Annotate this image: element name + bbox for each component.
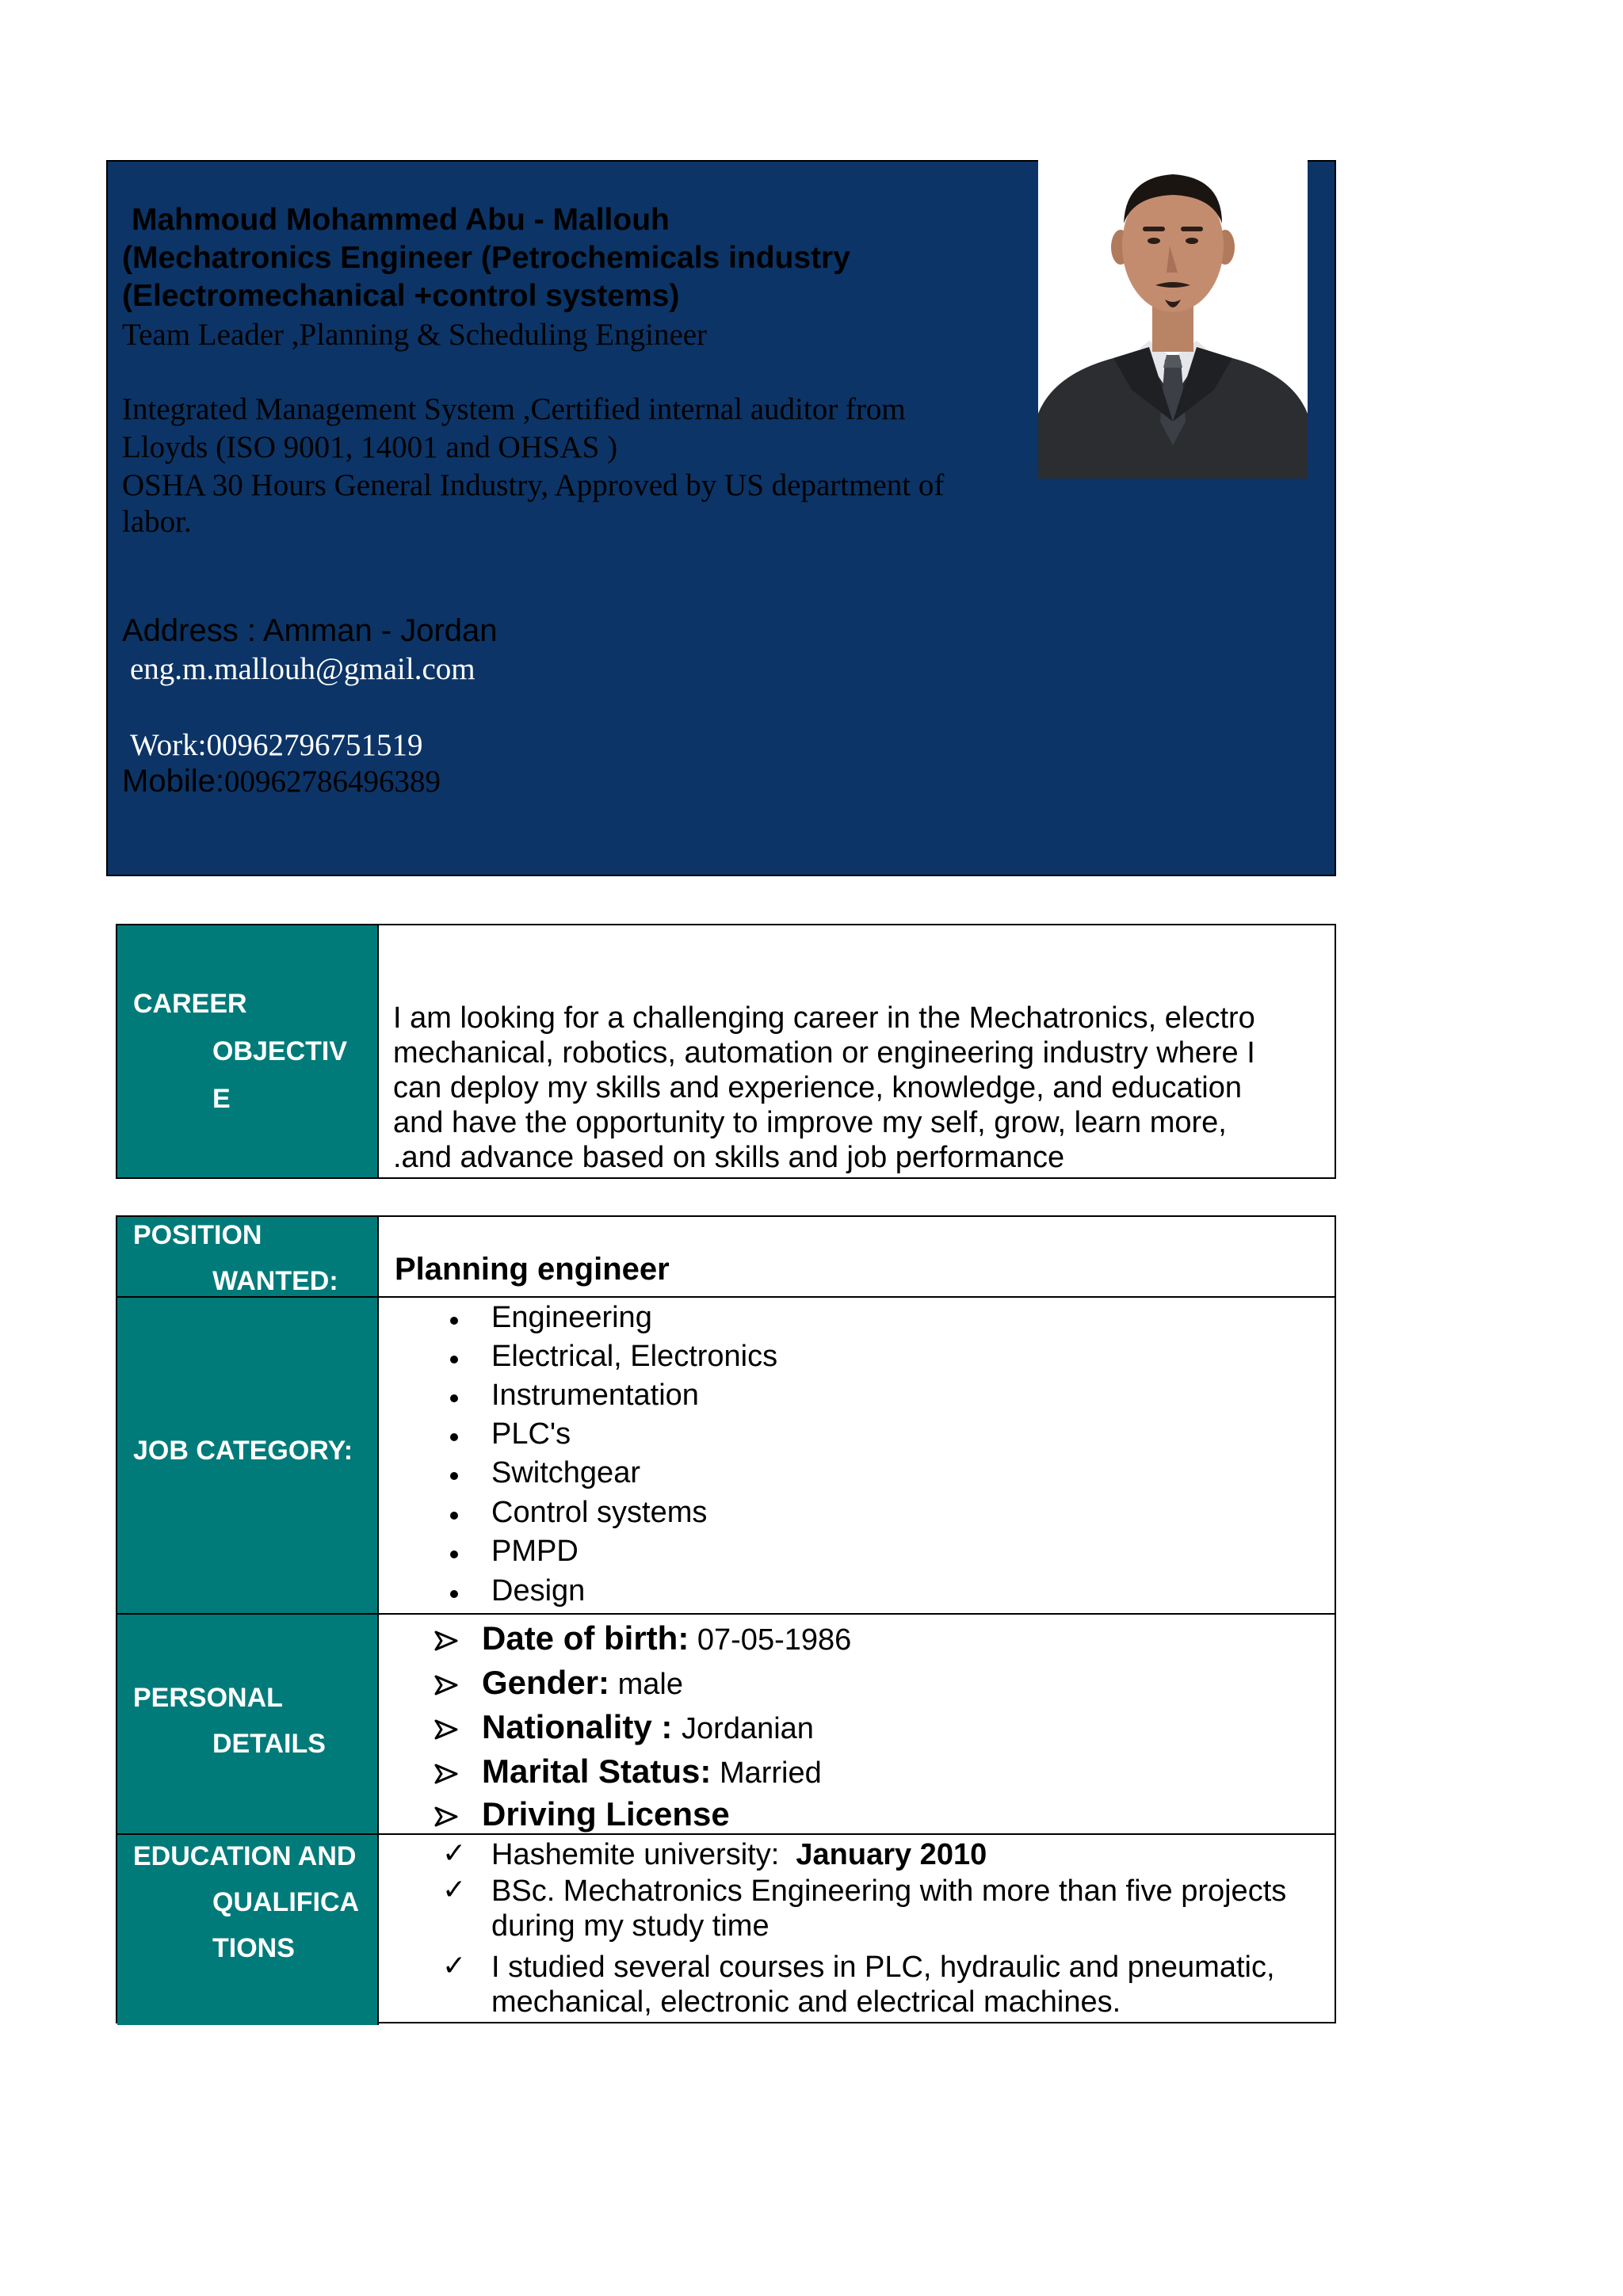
position-label-2: WANTED: xyxy=(212,1266,338,1296)
education-list xyxy=(379,1835,1335,2025)
job-category-row xyxy=(117,1298,1335,1613)
gender-key: Gender xyxy=(482,1664,599,1701)
career-objective-table xyxy=(116,924,1336,1179)
arrow-bullet-icon xyxy=(434,1806,458,1827)
personal-details-list xyxy=(379,1615,1335,1833)
job-category-item: Design xyxy=(491,1574,586,1608)
marital-item xyxy=(482,1753,822,1791)
arrow-bullet-icon xyxy=(434,1630,458,1651)
profile-photo-illustration xyxy=(1038,160,1308,479)
bullet-icon xyxy=(450,1590,458,1598)
job-title-line-2: (Electromechanical +control systems) xyxy=(122,279,680,313)
education-item-1-date: January 2010 xyxy=(796,1838,987,1871)
bullet-icon xyxy=(450,1317,458,1325)
bullet-icon xyxy=(450,1356,458,1363)
osha-line-2: labor. xyxy=(122,505,192,539)
education-item-continued: during my study time xyxy=(491,1909,769,1943)
gender-item xyxy=(482,1664,683,1702)
marital-value: Married xyxy=(711,1756,822,1790)
career-label-2: OBJECTIV xyxy=(212,1036,348,1066)
education-item: I studied several courses in PLC, hydraulic and pneumatic, xyxy=(491,1951,1275,1984)
profile-photo xyxy=(1038,160,1308,479)
job-category-label xyxy=(117,1298,379,1613)
certification-line-2: Lloyds (ISO 9001, 14001 and OHSAS ) xyxy=(122,430,618,464)
career-line: can deploy my skills and experience, knowledge, and education xyxy=(393,1071,1242,1104)
driving-license: Driving License xyxy=(482,1795,730,1833)
career-objective-content xyxy=(379,925,1335,1177)
marital-separator: : xyxy=(700,1753,712,1790)
career-label-3: E xyxy=(212,1084,231,1114)
personal-label-2: DETAILS xyxy=(212,1729,326,1759)
job-category-item: Engineering xyxy=(491,1301,652,1334)
position-label xyxy=(117,1217,379,1298)
checkmark-icon: ✓ xyxy=(442,1873,467,1905)
bullet-icon xyxy=(450,1394,458,1402)
bullet-icon xyxy=(450,1512,458,1520)
career-line: and have the opportunity to improve my self, grow, learn more, xyxy=(393,1106,1227,1139)
work-phone: Work:00962796751519 xyxy=(130,728,423,762)
education-row xyxy=(117,1835,1335,2025)
education-label-1: EDUCATION AND xyxy=(133,1841,357,1871)
gender-separator: : xyxy=(598,1664,610,1701)
role: Team Leader ,Planning & Scheduling Engineer xyxy=(122,318,708,352)
dob-item xyxy=(482,1619,851,1657)
arrow-bullet-icon xyxy=(434,1675,458,1695)
bullet-icon xyxy=(450,1433,458,1441)
driving-item xyxy=(482,1795,730,1833)
dob-separator: : xyxy=(678,1619,689,1657)
career-line: I am looking for a challenging career in the Mechatronics, electro xyxy=(393,1001,1255,1035)
education-item-1-text: Hashemite university: xyxy=(491,1838,796,1871)
nationality-key: Nationality xyxy=(482,1708,652,1745)
dob-value: 07-05-1986 xyxy=(689,1623,852,1657)
career-line: .and advance based on skills and job performance xyxy=(393,1141,1065,1174)
arrow-bullet-icon xyxy=(434,1719,458,1740)
job-title-line-1: (Mechatronics Engineer (Petrochemicals industry xyxy=(122,241,850,275)
bullet-icon xyxy=(450,1472,458,1480)
nationality-separator: : xyxy=(651,1708,682,1745)
checkmark-icon: ✓ xyxy=(442,1836,467,1869)
job-category-item: PMPD xyxy=(491,1535,579,1568)
education-item xyxy=(491,1838,987,1872)
arrow-bullet-icon xyxy=(434,1764,458,1784)
osha-line-1: OSHA 30 Hours General Industry, Approved by US department of xyxy=(122,468,945,502)
position-value: Planning engineer xyxy=(395,1252,670,1287)
job-category-item: Switchgear xyxy=(491,1456,640,1489)
personal-details-label xyxy=(117,1615,379,1833)
address: Address : Amman - Jordan xyxy=(122,613,498,648)
education-label xyxy=(117,1835,379,2025)
nationality-value: Jordanian xyxy=(682,1712,814,1745)
job-category-item: Instrumentation xyxy=(491,1379,699,1412)
education-item: BSc. Mechatronics Engineering with more than five projects xyxy=(491,1875,1287,1908)
certification-line-1: Integrated Management System ,Certified internal auditor from xyxy=(122,392,906,426)
personal-label-1: PERSONAL xyxy=(133,1683,283,1713)
career-line: mechanical, robotics, automation or engineering industry where I xyxy=(393,1036,1255,1070)
position-label-1: POSITION xyxy=(133,1220,262,1250)
mobile-label: Mobile: xyxy=(122,764,224,799)
career-label-1: CAREER xyxy=(133,989,247,1019)
mobile-phone xyxy=(122,764,441,799)
education-label-3: TIONS xyxy=(212,1933,295,1963)
career-objective-label xyxy=(117,925,379,1177)
marital-key: Marital Status xyxy=(482,1753,701,1790)
nationality-item xyxy=(482,1708,814,1746)
gender-value: male xyxy=(609,1668,683,1701)
job-category-item: Control systems xyxy=(491,1496,708,1529)
bullet-icon xyxy=(450,1550,458,1558)
job-category-item: PLC's xyxy=(491,1417,571,1451)
position-row xyxy=(117,1217,1335,1298)
details-table xyxy=(116,1215,1336,2023)
personal-details-row xyxy=(117,1615,1335,1833)
education-item-continued: mechanical, electronic and electrical machines. xyxy=(491,1985,1121,2019)
job-category-item: Electrical, Electronics xyxy=(491,1340,778,1373)
job-category-list xyxy=(379,1298,1335,1613)
checkmark-icon: ✓ xyxy=(442,1949,467,1981)
job-category-label-text: JOB CATEGORY: xyxy=(133,1436,353,1466)
candidate-name: Mahmoud Mohammed Abu - Mallouh xyxy=(132,203,670,237)
education-label-2: QUALIFICA xyxy=(212,1887,360,1917)
email: eng.m.mallouh@gmail.com xyxy=(130,652,475,686)
mobile-number: 00962786496389 xyxy=(223,765,441,799)
dob-key: Date of birth xyxy=(482,1619,678,1657)
